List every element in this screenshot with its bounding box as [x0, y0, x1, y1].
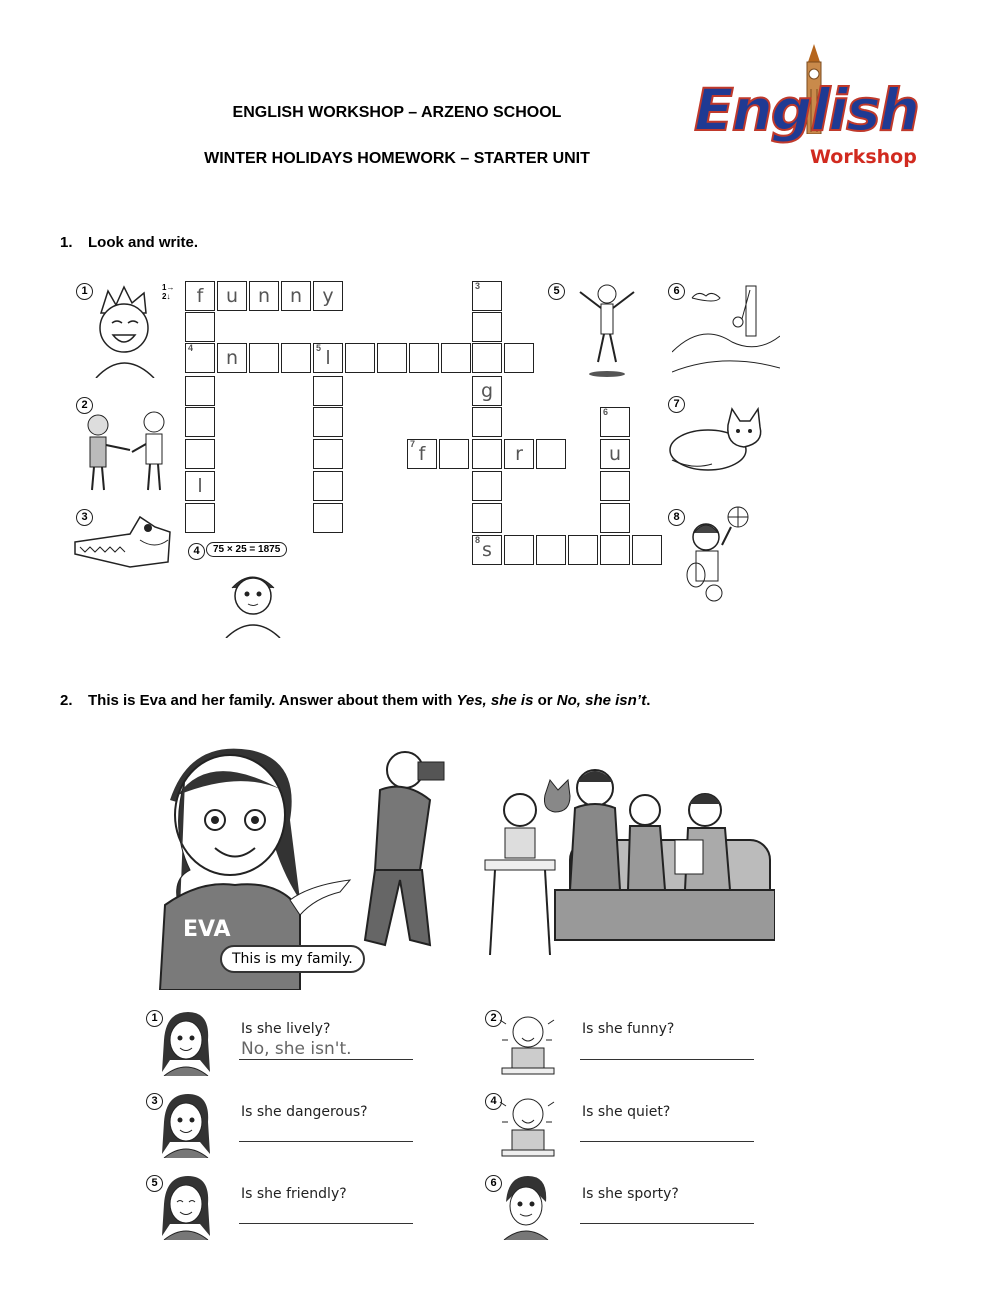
crossword-cell[interactable]: [472, 281, 502, 311]
answer-line-3[interactable]: [239, 1141, 413, 1142]
crossword-cell[interactable]: [377, 343, 407, 373]
crossword-letter: s: [482, 539, 492, 561]
crossword-cell[interactable]: [441, 343, 471, 373]
cat-picture: [668, 405, 770, 473]
crossword-cell[interactable]: [185, 343, 215, 373]
crossword-cell[interactable]: y: [313, 281, 343, 311]
crossword-cell[interactable]: f: [185, 281, 215, 311]
clue-number: 6: [603, 407, 609, 417]
question-text-6: Is she sporty?: [582, 1186, 679, 1202]
exercise-2-instruction: This is Eva and her family. Answer about them with Yes, she is or No, she isn’t.: [88, 692, 651, 709]
question-text-5: Is she friendly?: [241, 1186, 347, 1202]
clue-direction-key: 1→ 2↓: [162, 283, 175, 301]
clue-number: 7: [410, 439, 416, 449]
logo-subtitle: Workshop: [810, 146, 917, 168]
crossword-cell[interactable]: u: [600, 439, 630, 469]
boy-laughing-picture: [86, 283, 166, 378]
eva-portrait-picture: [158, 1092, 213, 1158]
crossword-cell[interactable]: [472, 312, 502, 342]
question-text-1: Is she lively?: [241, 1021, 331, 1037]
crossword-cell[interactable]: [600, 471, 630, 501]
eva-shirt-text: EVA: [183, 917, 231, 942]
crossword-cell[interactable]: [313, 471, 343, 501]
exercise-2-number: 2.: [60, 692, 73, 709]
crocodile-picture: [70, 512, 175, 572]
crossword-cell[interactable]: [185, 439, 215, 469]
picture-number-6: 6: [668, 283, 685, 300]
crossword-cell[interactable]: [472, 343, 502, 373]
crossword-cell[interactable]: [185, 376, 215, 406]
answer-line-6[interactable]: [580, 1223, 754, 1224]
crossword-cell[interactable]: [504, 535, 534, 565]
question-text-2: Is she funny?: [582, 1021, 675, 1037]
crossword-cell[interactable]: [185, 503, 215, 533]
crossword-cell[interactable]: [313, 343, 343, 373]
picture-number-8: 8: [668, 509, 685, 526]
crossword-cell[interactable]: n: [281, 281, 311, 311]
question-number-3: 3: [146, 1093, 163, 1110]
clue-number: 3: [475, 281, 481, 291]
tree-swing-picture: [672, 282, 780, 374]
crossword-cell[interactable]: [439, 439, 469, 469]
question-number-2: 2: [485, 1010, 502, 1027]
crossword-cell[interactable]: [313, 376, 343, 406]
crossword-cell[interactable]: n: [249, 281, 279, 311]
crossword-cell[interactable]: [504, 343, 534, 373]
baby-portrait-picture: [492, 1092, 562, 1158]
question-text-4: Is she quiet?: [582, 1104, 671, 1120]
exercise-1-number: 1.: [60, 234, 73, 251]
picture-number-7: 7: [668, 396, 685, 413]
crossword-cell[interactable]: [407, 439, 437, 469]
answer-line-5[interactable]: [239, 1223, 413, 1224]
crossword-cell[interactable]: [472, 439, 502, 469]
question-number-4: 4: [485, 1093, 502, 1110]
worksheet-subtitle: WINTER HOLIDAYS HOMEWORK – STARTER UNIT: [204, 150, 590, 167]
crossword-cell[interactable]: [472, 407, 502, 437]
exercise-1-instruction: Look and write.: [88, 234, 199, 251]
crossword-cell[interactable]: r: [504, 439, 534, 469]
picture-number-3: 3: [76, 509, 93, 526]
sporty-boy-picture: [676, 505, 756, 605]
question-number-1: 1: [146, 1010, 163, 1027]
answer-line-4[interactable]: [580, 1141, 754, 1142]
eva-portrait-picture: [158, 1174, 213, 1240]
girl-portrait-picture: [498, 1174, 553, 1240]
crossword-cell[interactable]: [472, 535, 502, 565]
picture-number-1: 1: [76, 283, 93, 300]
crossword-cell[interactable]: [632, 535, 662, 565]
clue-number: 4: [188, 343, 194, 353]
crossword-cell[interactable]: [409, 343, 439, 373]
math-thought-bubble: 75 × 25 = 1875: [206, 542, 287, 557]
answer-line-1[interactable]: [239, 1059, 413, 1060]
question-text-3: Is she dangerous?: [241, 1104, 368, 1120]
crossword-cell[interactable]: l: [185, 471, 215, 501]
crossword-cell[interactable]: [185, 407, 215, 437]
english-workshop-logo: [690, 40, 930, 175]
crossword-cell[interactable]: [536, 535, 566, 565]
crossword-cell[interactable]: u: [217, 281, 247, 311]
crossword-cell[interactable]: [472, 503, 502, 533]
crossword-cell[interactable]: n: [217, 343, 247, 373]
question-number-5: 5: [146, 1175, 163, 1192]
answer-text-1: No, she isn't.: [241, 1039, 352, 1059]
crossword-letter: f: [418, 443, 426, 465]
baby-portrait-picture: [492, 1010, 562, 1076]
crossword-cell[interactable]: [313, 407, 343, 437]
question-number-6: 6: [485, 1175, 502, 1192]
friends-greeting-picture: [78, 410, 178, 492]
crossword-cell[interactable]: [600, 407, 630, 437]
boy-thinking-picture: [218, 566, 288, 638]
crossword-cell[interactable]: [185, 312, 215, 342]
crossword-cell[interactable]: [345, 343, 375, 373]
crossword-cell[interactable]: [472, 471, 502, 501]
crossword-letter: l: [325, 347, 331, 369]
worksheet-title: ENGLISH WORKSHOP – ARZENO SCHOOL: [232, 104, 562, 121]
crossword-cell[interactable]: g: [472, 376, 502, 406]
clue-number: 8: [475, 535, 481, 545]
crossword-cell[interactable]: [568, 535, 598, 565]
answer-line-2[interactable]: [580, 1059, 754, 1060]
crossword-cell[interactable]: [600, 535, 630, 565]
crossword-cell[interactable]: [536, 439, 566, 469]
crossword-cell[interactable]: [281, 343, 311, 373]
picture-number-2: 2: [76, 397, 93, 414]
eva-portrait-picture: [158, 1010, 213, 1076]
picture-number-4: 4: [188, 543, 205, 560]
crossword-cell[interactable]: [313, 439, 343, 469]
logo-word: English: [694, 76, 919, 144]
crossword-cell[interactable]: [313, 503, 343, 533]
speech-bubble: This is my family.: [220, 945, 365, 973]
picture-number-5: 5: [548, 283, 565, 300]
crossword-cell[interactable]: [249, 343, 279, 373]
clue-number: 5: [316, 343, 322, 353]
family-illustration: [150, 740, 775, 990]
jumping-boy-picture: [572, 280, 642, 380]
crossword-cell[interactable]: [600, 503, 630, 533]
